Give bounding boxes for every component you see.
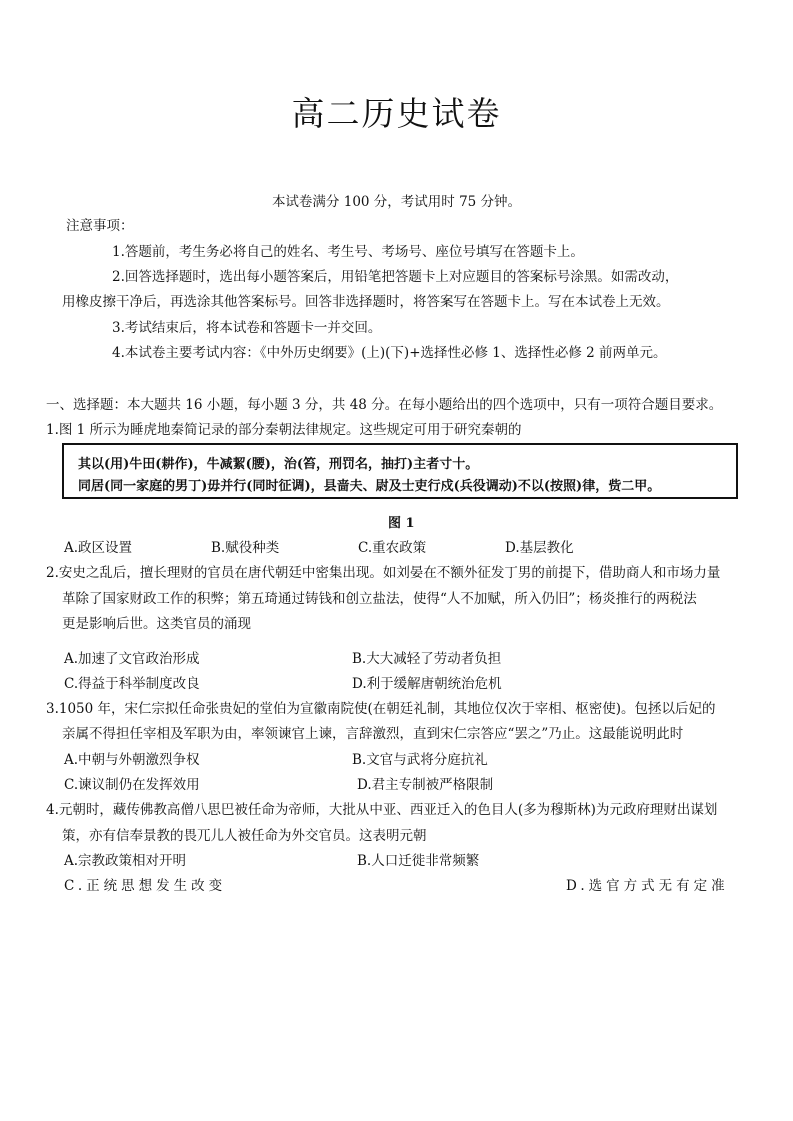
q4-option-a: A.宗教政策相对开明 <box>64 853 187 869</box>
q4-option-b: B.人口迁徙非常频繁 <box>357 853 480 869</box>
q3-stem-line-1: 3.1050 年，宋仁宗拟任命张贵妃的堂伯为宣徽南院使(在朝廷礼制，其地位仅次于宰相、枢密使)。包拯以后妃的 <box>46 701 716 717</box>
notice-heading: 注意事项： <box>66 218 134 234</box>
notice-item-2-continued: 用橡皮擦干净后，再选涂其他答案标号。回答非选择题时，将答案写在答题卡上。写在本试卷上无效。 <box>62 294 670 310</box>
q2-option-b: B.大大减轻了劳动者负担 <box>352 651 502 667</box>
notice-item-4: 4.本试卷主要考试内容：《中外历史纲要》(上)(下)+选择性必修 1、选择性必修 2 前两单元。 <box>112 345 667 361</box>
q1-option-c: C.重农政策 <box>358 540 427 556</box>
figure-1-label: 图 1 <box>388 516 415 531</box>
q4-option-c: C.正统思想发生改变 <box>64 878 227 894</box>
q3-option-d: D.君主专制被严格限制 <box>357 777 494 793</box>
q3-option-b: B.文官与武将分庭抗礼 <box>352 752 488 768</box>
notice-item-2: 2.回答选择题时，选出每小题答案后，用铅笔把答题卡上对应题目的答案标号涂黑。如需改动， <box>112 269 679 285</box>
q2-option-c: C.得益于科举制度改良 <box>64 676 200 692</box>
q2-stem-line-1: 2.安史之乱后，擅长理财的官员在唐代朝廷中密集出现。如刘晏在不额外征发丁男的前提下，借助商人和市场力量 <box>46 565 721 581</box>
q1-option-a: A.政区设置 <box>64 540 133 556</box>
section-heading: 一、选择题：本大题共 16 小题，每小题 3 分，共 48 分。在每小题给出的四个选项中，只有一项符合题目要求。 <box>46 397 723 413</box>
q4-option-d: D.选官方式无有定准 <box>566 878 729 894</box>
notice-item-1: 1.答题前，考生务必将自己的姓名、考生号、考场号、座位号填写在答题卡上。 <box>112 244 584 260</box>
q1-option-d: D.基层教化 <box>505 540 574 556</box>
notice-item-3: 3.考试结束后，将本试卷和答题卡一并交回。 <box>112 320 382 336</box>
q1-stem: 1.图 1 所示为睡虎地秦简记录的部分秦朝法律规定。这些规定可用于研究秦朝的 <box>46 422 522 438</box>
q2-stem-line-3: 更是影响后世。这类官员的涌现 <box>62 616 251 632</box>
q1-option-b: B.赋役种类 <box>211 540 280 556</box>
figure-1-line-2: 同居(同一家庭的男丁)毋并行(同时征调)，县啬夫、尉及士吏行戍(兵役调动)不以(按照)律，赀二甲。 <box>78 479 661 494</box>
q2-option-a: A.加速了文官政治形成 <box>64 651 200 667</box>
exam-intro: 本试卷满分 100 分，考试用时 75 分钟。 <box>271 194 522 210</box>
q3-option-c: C.谏议制仍在发挥效用 <box>64 777 200 793</box>
q2-stem-line-2: 革除了国家财政工作的积弊；第五琦通过铸钱和创立盐法，使得“人不加赋，所入仍旧”；杨炎推行的两税法 <box>62 591 697 607</box>
q3-stem-line-2: 亲属不得担任宰相及军职为由，率领谏官上谏，言辞激烈，直到宋仁宗答应“罢之”乃止。这最能说明此时 <box>62 726 684 742</box>
q4-stem-line-2: 策，亦有信奉景教的畏兀儿人被任命为外交官员。这表明元朝 <box>62 828 427 844</box>
q4-stem-line-1: 4.元朝时，藏传佛教高僧八思巴被任命为帝师，大批从中亚、西亚迁入的色目人(多为穆斯林)为元政府理财出谋划 <box>46 802 718 818</box>
figure-1-box <box>62 443 738 499</box>
q2-option-d: D.利于缓解唐朝统治危机 <box>352 676 502 692</box>
q3-option-a: A.中朝与外朝激烈争权 <box>64 752 200 768</box>
figure-1-line-1: 其以(用)牛田(耕作)，牛减絜(腰)，治(笞，刑罚名，抽打)主者寸十。 <box>78 457 479 472</box>
page-title: 高二历史试卷 <box>291 94 502 133</box>
